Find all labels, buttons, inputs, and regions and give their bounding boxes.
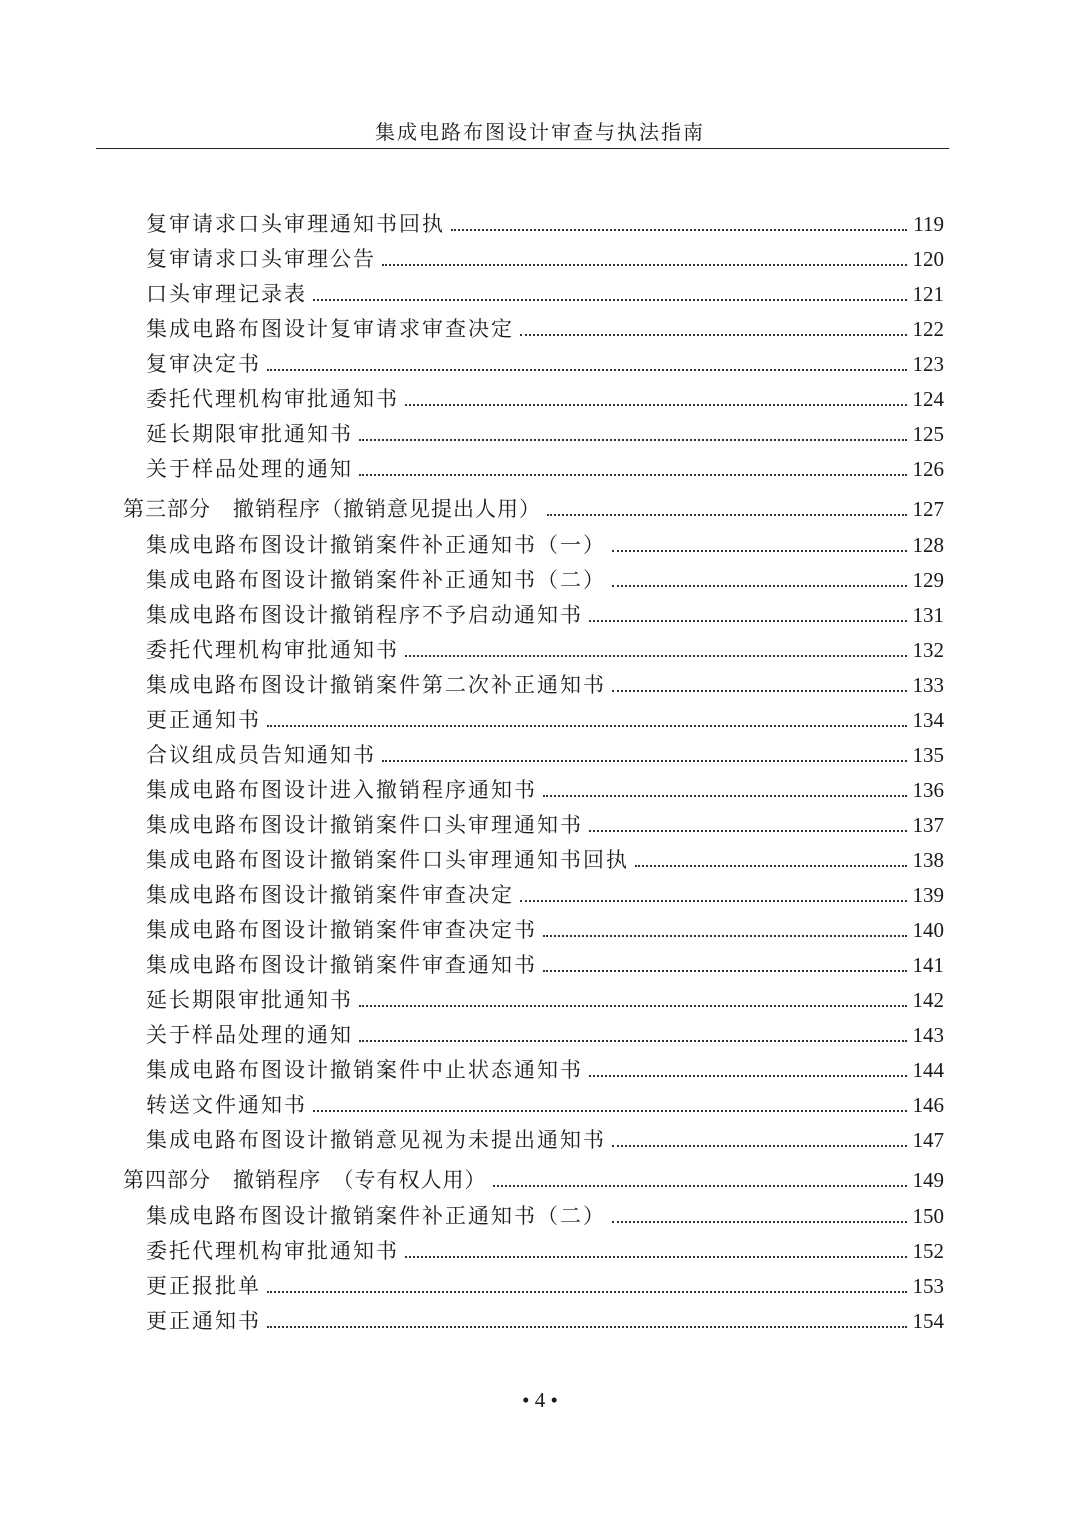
toc-entry-page: 124: [912, 387, 944, 411]
toc-entry-page: 133: [912, 673, 944, 697]
toc-entry-page: 154: [912, 1309, 944, 1333]
toc-entry-title: 合议组成员告知通知书: [146, 743, 376, 767]
toc-entry-page: 149: [912, 1168, 944, 1192]
toc-entry-title: 关于样品处理的通知: [146, 457, 353, 481]
toc-entry: [146, 1306, 944, 1336]
dot-leader: [405, 1256, 907, 1258]
toc-entry: [146, 950, 944, 980]
toc-entry-page: 137: [912, 813, 944, 837]
toc-entry-page: 152: [912, 1239, 944, 1263]
toc-entry-title: 复审决定书: [146, 352, 261, 376]
toc-entry-page: 136: [912, 778, 944, 802]
toc-entry: [146, 775, 944, 805]
toc-entry: [146, 985, 944, 1015]
toc-entry-title: 集成电路布图设计进入撤销程序通知书: [146, 778, 537, 802]
page-number: • 4 •: [522, 1388, 558, 1412]
dot-leader: [612, 1145, 907, 1147]
toc-entry-page: 131: [912, 603, 944, 627]
toc-entry-page: 134: [912, 708, 944, 732]
toc-entry-title: 集成电路布图设计撤销案件补正通知书（二）: [146, 1204, 606, 1228]
toc-entry-page: 119: [913, 212, 944, 236]
toc-entry-title: 委托代理机构审批通知书: [146, 1239, 399, 1263]
toc-entry-page: 135: [912, 743, 944, 767]
toc-entry: [146, 1125, 944, 1155]
toc-entry-title: 转送文件通知书: [146, 1093, 307, 1117]
toc-entry-page: 140: [912, 918, 944, 942]
toc-entry-title: 口头审理记录表: [146, 282, 307, 306]
dot-leader: [543, 970, 907, 972]
toc-entry-page: 125: [912, 422, 944, 446]
toc-entry: [146, 454, 944, 484]
toc-entry-page: 146: [912, 1093, 944, 1117]
dot-leader: [267, 1326, 907, 1328]
toc-entry-page: 121: [912, 282, 944, 306]
toc-entry-title: 延长期限审批通知书: [146, 988, 353, 1012]
dot-leader: [520, 334, 907, 336]
toc-entry-title: 集成电路布图设计撤销案件补正通知书（二）: [146, 568, 606, 592]
toc-entry-title: 复审请求口头审理通知书回执: [146, 212, 445, 236]
toc-entry-title: 集成电路布图设计撤销意见视为未提出通知书: [146, 1128, 606, 1152]
toc-section-title: 第四部分 撤销程序 （专有权人用）: [123, 1168, 487, 1192]
dot-leader: [612, 585, 907, 587]
toc-entry-page: 150: [912, 1204, 944, 1228]
toc-entry: [146, 384, 944, 414]
dot-leader: [612, 1221, 907, 1223]
toc-entry: [146, 635, 944, 665]
toc-entry-page: 144: [912, 1058, 944, 1082]
toc-entry-page: 122: [912, 317, 944, 341]
dot-leader: [382, 760, 907, 762]
toc-entry: [146, 530, 944, 560]
dot-leader: [589, 830, 907, 832]
toc-entry-title: 集成电路布图设计撤销案件审查决定: [146, 883, 514, 907]
toc-entry-title: 更正通知书: [146, 708, 261, 732]
toc-entry: [146, 1236, 944, 1266]
toc-section-title: 第三部分 撤销程序（撤销意见提出人用）: [123, 497, 541, 521]
toc-entry: [146, 419, 944, 449]
dot-leader: [359, 439, 907, 441]
dot-leader: [267, 725, 907, 727]
toc-entry-title: 更正报批单: [146, 1274, 261, 1298]
toc-entry-title: 更正通知书: [146, 1309, 261, 1333]
toc-entry-title: 关于样品处理的通知: [146, 1023, 353, 1047]
dot-leader: [520, 900, 907, 902]
dot-leader: [405, 655, 907, 657]
toc-entry-title: 集成电路布图设计撤销程序不予启动通知书: [146, 603, 583, 627]
dot-leader: [359, 1040, 907, 1042]
dot-leader: [543, 795, 907, 797]
toc-entry-page: 142: [912, 988, 944, 1012]
dot-leader: [382, 264, 907, 266]
toc-entry-title: 集成电路布图设计撤销案件口头审理通知书: [146, 813, 583, 837]
toc-entry: [146, 209, 944, 239]
dot-leader: [589, 1075, 907, 1077]
toc-entry: [146, 915, 944, 945]
toc-entry: [146, 880, 944, 910]
dot-leader: [313, 1110, 907, 1112]
toc-entry: [146, 705, 944, 735]
dot-leader: [267, 1291, 907, 1293]
toc-entry-page: 127: [912, 497, 944, 521]
toc-entry-page: 126: [912, 457, 944, 481]
toc-entry-page: 123: [912, 352, 944, 376]
toc-entry: [146, 810, 944, 840]
toc-section-entry: [123, 1165, 944, 1195]
toc-entry: [146, 1201, 944, 1231]
dot-leader: [612, 550, 907, 552]
toc-entry: [146, 1020, 944, 1050]
toc-entry: [146, 1055, 944, 1085]
dot-leader: [451, 229, 907, 231]
dot-leader: [313, 299, 907, 301]
toc-entry-page: 153: [912, 1274, 944, 1298]
toc-section-entry: [123, 494, 944, 524]
toc-entry: [146, 670, 944, 700]
dot-leader: [589, 620, 907, 622]
toc-entry-title: 集成电路布图设计撤销案件审查通知书: [146, 953, 537, 977]
toc-entry-title: 集成电路布图设计复审请求审查决定: [146, 317, 514, 341]
toc-entry-title: 集成电路布图设计撤销案件第二次补正通知书: [146, 673, 606, 697]
toc-entry: [146, 279, 944, 309]
toc-entry: [146, 244, 944, 274]
toc-entry-title: 集成电路布图设计撤销案件中止状态通知书: [146, 1058, 583, 1082]
toc-entry-title: 复审请求口头审理公告: [146, 247, 376, 271]
toc-entry-page: 141: [912, 953, 944, 977]
dot-leader: [612, 690, 907, 692]
toc-entry: [146, 1090, 944, 1120]
toc-entry-page: 143: [912, 1023, 944, 1047]
dot-leader: [493, 1185, 907, 1187]
toc-entry-page: 120: [912, 247, 944, 271]
dot-leader: [635, 865, 907, 867]
toc-entry-page: 132: [912, 638, 944, 662]
dot-leader: [543, 935, 907, 937]
toc-entry-page: 147: [912, 1128, 944, 1152]
toc-entry-page: 138: [912, 848, 944, 872]
toc-entry: [146, 600, 944, 630]
toc-entry: [146, 349, 944, 379]
toc-entry-title: 委托代理机构审批通知书: [146, 638, 399, 662]
toc-entry: [146, 314, 944, 344]
running-header: 集成电路布图设计审查与执法指南: [375, 120, 705, 144]
toc-entry-title: 集成电路布图设计撤销案件审查决定书: [146, 918, 537, 942]
dot-leader: [547, 514, 907, 516]
toc-entry-page: 128: [912, 533, 944, 557]
toc-entry-title: 委托代理机构审批通知书: [146, 387, 399, 411]
toc-entry-page: 139: [912, 883, 944, 907]
toc-entry-page: 129: [912, 568, 944, 592]
dot-leader: [405, 404, 907, 406]
dot-leader: [359, 474, 907, 476]
toc-entry: [146, 845, 944, 875]
toc-entry-title: 集成电路布图设计撤销案件口头审理通知书回执: [146, 848, 629, 872]
dot-leader: [359, 1005, 907, 1007]
toc-entry-title: 延长期限审批通知书: [146, 422, 353, 446]
toc-entry-title: 集成电路布图设计撤销案件补正通知书（一）: [146, 533, 606, 557]
dot-leader: [267, 369, 907, 371]
toc-entry: [146, 1271, 944, 1301]
toc-entry: [146, 565, 944, 595]
toc-entry: [146, 740, 944, 770]
